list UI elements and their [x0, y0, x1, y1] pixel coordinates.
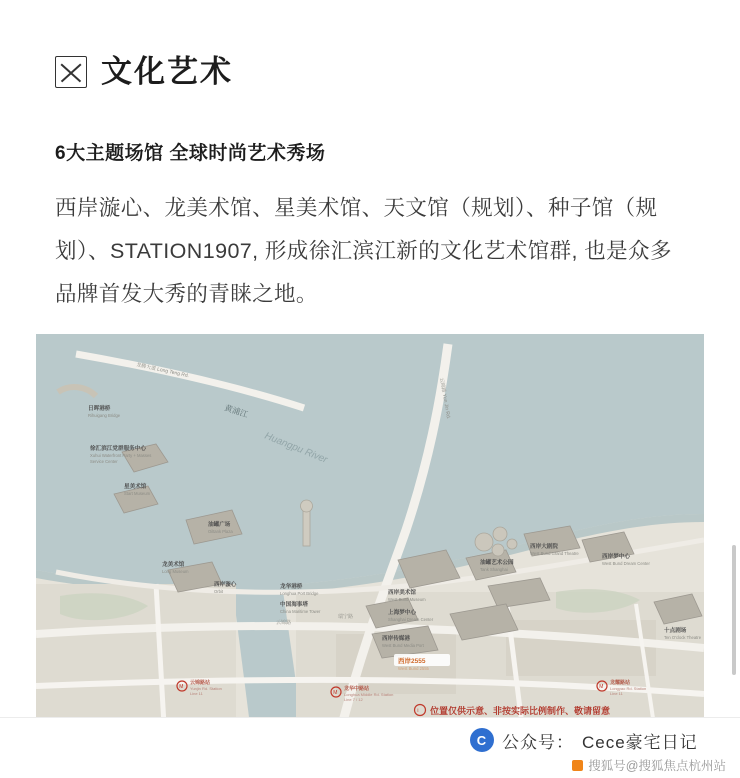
- svg-text:龙腾大道 Long Teng Rd.: 龙腾大道 Long Teng Rd.: [135, 362, 190, 380]
- svg-text:西岸大剧院: 西岸大剧院: [530, 544, 558, 550]
- account-prefix-label: 公众号：: [502, 732, 574, 752]
- scrollbar-thumb[interactable]: [732, 545, 736, 675]
- svg-text:Line 11: Line 11: [190, 691, 203, 696]
- source-label: 搜狐号@搜狐焦点杭州站: [588, 759, 726, 773]
- footer-bar: [0, 717, 740, 778]
- svg-text:Yunjin Rd. Station: Yunjin Rd. Station: [190, 686, 222, 691]
- svg-text:油罐艺术公园: 油罐艺术公园: [480, 560, 514, 566]
- svg-text:龙华港桥: 龙华港桥: [280, 584, 303, 590]
- svg-text:Tank Shanghai: Tank Shanghai: [480, 567, 508, 572]
- svg-text:西岸美术馆: 西岸美术馆: [388, 590, 416, 596]
- svg-text:M: M: [333, 690, 338, 697]
- section-heading: [0, 0, 740, 110]
- svg-text:云锦路: 云锦路: [276, 620, 292, 626]
- svg-text:Start Museum: Start Museum: [124, 491, 151, 496]
- svg-text:M: M: [599, 684, 604, 691]
- svg-text:徐汇滨江党群服务中心: 徐汇滨江党群服务中心: [90, 446, 146, 452]
- page-title: 文化艺术: [101, 53, 233, 89]
- svg-text:Oiltank Plaza: Oiltank Plaza: [208, 529, 233, 534]
- svg-text:云锦路站: 云锦路站: [190, 680, 211, 686]
- svg-text:西岸2555: 西岸2555: [398, 658, 426, 665]
- svg-text:星美术馆: 星美术馆: [124, 484, 147, 490]
- svg-text:Huangpu River: Huangpu River: [262, 430, 329, 466]
- svg-text:油罐广场: 油罐广场: [208, 522, 231, 528]
- svg-text:West Bund Media Port: West Bund Media Port: [382, 643, 424, 648]
- svg-text:i: i: [417, 708, 419, 715]
- crossed-box-icon: [55, 56, 87, 88]
- svg-text:Rihuigang Bridge: Rihuigang Bridge: [88, 413, 121, 418]
- svg-text:十点剧场: 十点剧场: [664, 628, 687, 634]
- svg-text:Longhua Port Bridge: Longhua Port Bridge: [280, 591, 319, 596]
- svg-text:Long Museum: Long Museum: [162, 569, 189, 574]
- svg-text:Line 11: Line 11: [610, 691, 623, 696]
- svg-text:龙美术馆: 龙美术馆: [162, 562, 185, 568]
- svg-text:Service Center: Service Center: [90, 459, 118, 464]
- west-bund-map-illustration: [36, 334, 704, 725]
- avatar: C: [470, 728, 494, 752]
- svg-text:M: M: [179, 684, 184, 691]
- svg-text:West Bund 2555: West Bund 2555: [398, 666, 429, 671]
- section-paragraph: 西岸漩心、龙美术馆、星美术馆、天文馆（规划）、种子馆（规划）、STATION1907, 形成徐汇滨江新的文化艺术馆群, 也是众多品牌首发大秀的青睐之地。: [55, 195, 672, 306]
- svg-text:中国海事塔: 中国海事塔: [280, 602, 308, 608]
- account-name-label: Cece豪宅日记: [582, 732, 698, 752]
- svg-text:瑞宁路: 瑞宁路: [338, 614, 354, 620]
- svg-text:日晖港桥: 日晖港桥: [88, 406, 111, 412]
- svg-text:上海梦中心: 上海梦中心: [388, 610, 416, 616]
- svg-text:Xuhui Waterfront Party + Masse: Xuhui Waterfront Party + Masses: [90, 453, 152, 458]
- svg-text:West Bund Museum: West Bund Museum: [388, 597, 426, 602]
- svg-text:Longyao Rd. Station: Longyao Rd. Station: [610, 686, 647, 691]
- svg-text:西岸梦中心: 西岸梦中心: [602, 554, 630, 560]
- source-attribution: [572, 756, 726, 774]
- svg-text:China Maritime Tower: China Maritime Tower: [280, 609, 321, 614]
- svg-text:Line 7 / 12: Line 7 / 12: [344, 697, 363, 702]
- svg-text:龙华中路站: 龙华中路站: [344, 686, 370, 692]
- svg-text:云锦路 Yun Jin Rd.: 云锦路 Yun Jin Rd.: [438, 377, 452, 420]
- svg-text:黄浦江: 黄浦江: [223, 403, 249, 420]
- map-figure: [36, 334, 704, 725]
- svg-text:龙耀路站: 龙耀路站: [610, 680, 631, 686]
- svg-text:West Bund Dream Center: West Bund Dream Center: [602, 561, 650, 566]
- svg-text:West Bund Grand Theatre: West Bund Grand Theatre: [530, 551, 579, 556]
- svg-text:Ten O'clock Theatre: Ten O'clock Theatre: [664, 635, 702, 640]
- svg-text:西岸传媒港: 西岸传媒港: [382, 636, 410, 642]
- map-disclaimer: 位置仅供示意、非按实际比例制作、敬请留意: [430, 706, 611, 716]
- svg-text:Longhua Middle Rd. Station: Longhua Middle Rd. Station: [344, 692, 394, 697]
- svg-text:Orbit: Orbit: [214, 589, 224, 594]
- svg-text:西岸漩心: 西岸漩心: [214, 582, 237, 588]
- section-subtitle: 6大主题场馆 全球时尚艺术秀场: [55, 142, 326, 164]
- sohu-logo-icon: [572, 760, 583, 771]
- svg-text:Shanghai Dream Center: Shanghai Dream Center: [388, 617, 434, 622]
